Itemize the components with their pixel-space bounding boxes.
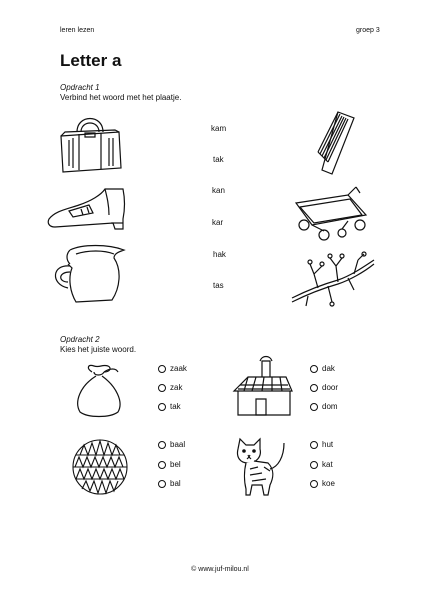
option-bal[interactable] <box>158 479 181 488</box>
option-label: dom <box>322 402 338 411</box>
option-tak[interactable] <box>158 402 181 411</box>
word-tas[interactable]: tas <box>213 281 224 290</box>
radio-button[interactable] <box>310 480 318 488</box>
radio-button[interactable] <box>158 365 166 373</box>
roof-picture[interactable] <box>228 355 298 420</box>
comb-picture[interactable] <box>310 108 360 178</box>
option-label: baal <box>170 440 186 449</box>
radio-button[interactable] <box>158 403 166 411</box>
footer: © www.juf-milou.nl <box>191 566 249 573</box>
header-left: leren lezen <box>60 27 95 34</box>
option-label: tak <box>170 402 181 411</box>
option-label: dak <box>322 364 335 373</box>
option-hut[interactable] <box>310 440 333 449</box>
radio-button[interactable] <box>310 441 318 449</box>
option-label: kat <box>322 460 333 469</box>
option-label: zaak <box>170 364 187 373</box>
shoe-picture[interactable] <box>45 185 130 235</box>
option-label: koe <box>322 479 335 488</box>
option-baal[interactable] <box>158 440 185 449</box>
option-koe[interactable] <box>310 479 335 488</box>
word-kar[interactable]: kar <box>212 218 224 227</box>
option-bel[interactable] <box>158 460 181 469</box>
option-zaak[interactable] <box>158 364 187 373</box>
radio-button[interactable] <box>310 403 318 411</box>
option-door[interactable] <box>310 383 338 392</box>
opdracht1-label: Opdracht 1 <box>60 83 100 92</box>
sack-picture[interactable] <box>72 362 127 420</box>
radio-button[interactable] <box>158 480 166 488</box>
option-label: zak <box>170 383 183 392</box>
radio-button[interactable] <box>310 384 318 392</box>
option-zak[interactable] <box>158 383 182 392</box>
radio-button[interactable] <box>310 461 318 469</box>
radio-button[interactable] <box>158 384 166 392</box>
jug-picture[interactable] <box>48 240 128 305</box>
opdracht2-instruction: Kies het juiste woord. <box>60 345 137 354</box>
option-label: hut <box>322 440 334 449</box>
option-label: bal <box>170 479 181 488</box>
radio-button[interactable] <box>158 461 166 469</box>
word-hak[interactable]: hak <box>213 250 226 259</box>
ball-picture[interactable] <box>70 437 130 497</box>
page-title: Letter a <box>60 51 122 70</box>
word-kam[interactable]: kam <box>211 124 227 133</box>
option-dom[interactable] <box>310 402 338 411</box>
word-tak[interactable]: tak <box>213 155 224 164</box>
option-label: bel <box>170 460 181 469</box>
header-right: groep 3 <box>356 27 380 34</box>
option-kat[interactable] <box>310 460 333 469</box>
cart-picture[interactable] <box>290 185 375 245</box>
radio-button[interactable] <box>310 365 318 373</box>
option-dak[interactable] <box>310 364 335 373</box>
opdracht2-label: Opdracht 2 <box>60 335 100 344</box>
branch-picture[interactable] <box>288 250 378 310</box>
word-kan[interactable]: kan <box>212 186 225 195</box>
radio-button[interactable] <box>158 441 166 449</box>
cat-picture[interactable] <box>232 437 292 499</box>
opdracht1-instruction: Verbind het woord met het plaatje. <box>60 93 182 102</box>
bag-picture[interactable] <box>55 110 125 175</box>
option-label: door <box>322 383 339 392</box>
